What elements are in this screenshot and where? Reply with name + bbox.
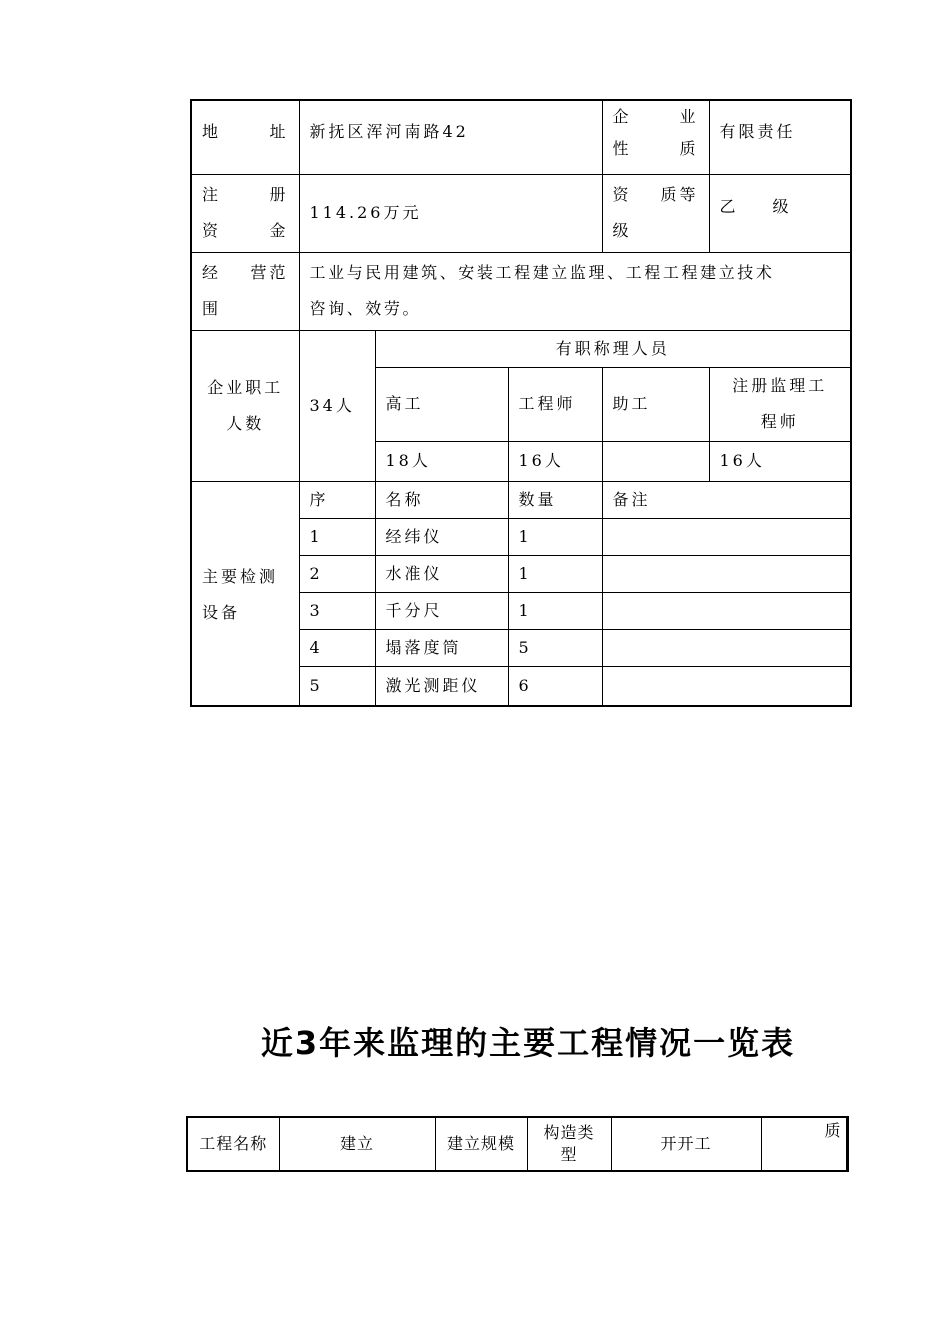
address-value: 新抚区浑河南路42	[299, 100, 602, 174]
capital-row	[191, 174, 851, 252]
equipment-note	[602, 592, 851, 629]
equipment-header-name: 名称	[375, 481, 508, 518]
equipment-name: 经纬仪	[375, 518, 508, 555]
titled-staff-header: 有职称理人员	[375, 330, 851, 367]
address-label: 地 址	[191, 100, 299, 174]
qualification-value: 乙 级	[709, 174, 851, 252]
header-project-name: 工程名称	[187, 1117, 279, 1171]
equipment-label: 主要检测 设备	[191, 481, 299, 706]
equipment-qty: 1	[508, 592, 602, 629]
equipment-header-qty: 数量	[508, 481, 602, 518]
equipment-name: 千分尺	[375, 592, 508, 629]
header-start: 开开工	[611, 1117, 761, 1171]
equipment-header-row	[191, 481, 851, 518]
capital-label: 注 册 资 金	[191, 174, 299, 252]
header-build: 建立	[279, 1117, 435, 1171]
equipment-no: 5	[299, 666, 375, 706]
address-row	[191, 100, 851, 174]
capital-value: 114.26万元	[299, 174, 602, 252]
equipment-note	[602, 629, 851, 666]
header-scale: 建立规模	[435, 1117, 527, 1171]
scope-value: 工业与民用建筑、安装工程建立监理、工程工程建立技术 咨询、效劳。	[299, 252, 851, 330]
equipment-note	[602, 555, 851, 592]
equipment-note	[602, 518, 851, 555]
equipment-header-no: 序	[299, 481, 375, 518]
equipment-no: 1	[299, 518, 375, 555]
equipment-header-note: 备注	[602, 481, 851, 518]
projects-table	[186, 1116, 849, 1172]
equipment-qty: 1	[508, 518, 602, 555]
equipment-qty: 5	[508, 629, 602, 666]
titled-val-senior: 18人	[375, 441, 508, 481]
qualification-label: 资 质等 级	[602, 174, 709, 252]
equipment-name: 塌落度筒	[375, 629, 508, 666]
staff-label: 企业职工 人数	[191, 330, 299, 481]
equipment-qty: 6	[508, 666, 602, 706]
titled-val-registered: 16人	[709, 441, 851, 481]
company-info-table	[190, 99, 852, 707]
scope-row	[191, 252, 851, 330]
header-quality: 质	[761, 1117, 847, 1171]
projects-header-row	[187, 1117, 847, 1171]
scope-label: 经 营范 围	[191, 252, 299, 330]
equipment-qty: 1	[508, 555, 602, 592]
equipment-name: 激光测距仪	[375, 666, 508, 706]
nature-label: 企 业 性 质	[602, 100, 709, 174]
titled-val-assistant	[602, 441, 709, 481]
titled-val-engineer: 16人	[508, 441, 602, 481]
section-title: 近3年来监理的主要工程情况一览表	[260, 1024, 796, 1062]
equipment-note	[602, 666, 851, 706]
titled-col-registered: 注册监理工 程师	[709, 367, 851, 441]
titled-col-senior: 高工	[375, 367, 508, 441]
titled-staff-header-row	[191, 330, 851, 367]
equipment-no: 2	[299, 555, 375, 592]
equipment-no: 3	[299, 592, 375, 629]
titled-col-engineer: 工程师	[508, 367, 602, 441]
staff-count: 34人	[299, 330, 375, 481]
header-structure-type: 构造类 型	[527, 1117, 611, 1171]
equipment-name: 水准仪	[375, 555, 508, 592]
titled-col-assistant: 助工	[602, 367, 709, 441]
equipment-no: 4	[299, 629, 375, 666]
nature-value: 有限责任	[709, 100, 851, 174]
